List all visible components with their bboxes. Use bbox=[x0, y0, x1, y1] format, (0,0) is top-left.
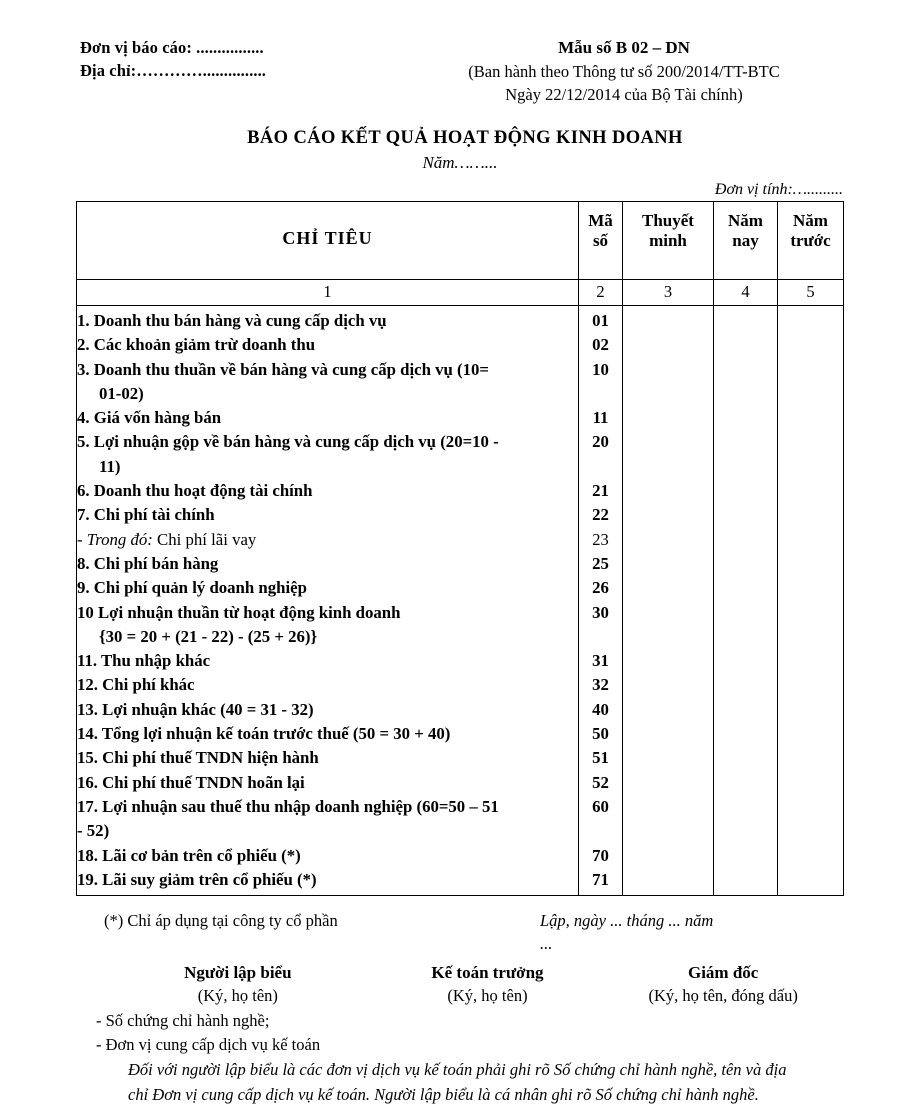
row-previous-year-cell[interactable] bbox=[778, 576, 844, 600]
row-code: 22 bbox=[579, 503, 623, 527]
signature-chief-accountant-sub: (Ký, họ tên) bbox=[447, 986, 528, 1006]
row-indicator-label: 2. Các khoản giảm trừ doanh thu bbox=[77, 333, 579, 357]
row-previous-year-cell[interactable] bbox=[778, 722, 844, 746]
row-current-year-cell[interactable] bbox=[714, 333, 778, 357]
row-label-italic-prefix: - Trong đó: bbox=[77, 529, 153, 549]
table-row bbox=[77, 698, 844, 722]
address-line: Địa chỉ:…………............... bbox=[80, 61, 267, 80]
row-indicator-label: 1. Doanh thu bán hàng và cung cấp dịch vụ bbox=[77, 306, 579, 334]
table-header bbox=[77, 202, 844, 280]
signing-date-line bbox=[506, 909, 843, 955]
table-header-row bbox=[77, 202, 844, 280]
row-previous-year-cell[interactable] bbox=[778, 649, 844, 673]
row-previous-year-cell[interactable] bbox=[778, 430, 844, 479]
row-previous-year-cell[interactable] bbox=[778, 601, 844, 650]
row-indicator-label: 17. Lợi nhuận sau thuế thu nhập doanh nghiệp (60=50 – 51 - 52) bbox=[77, 795, 579, 844]
row-label-continuation: 01-02) bbox=[99, 383, 144, 403]
signature-row bbox=[76, 961, 843, 1007]
row-current-year-cell[interactable] bbox=[714, 601, 778, 650]
row-indicator-label: 4. Giá vốn hàng bán bbox=[77, 406, 579, 430]
signature-preparer bbox=[104, 961, 372, 1007]
row-indicator-label: - Trong đó: Chi phí lãi vay bbox=[77, 528, 579, 552]
row-indicator-label: 19. Lãi suy giảm trên cổ phiếu (*) bbox=[77, 868, 579, 896]
column-header-note-line1: Thuyết bbox=[642, 211, 694, 230]
row-code: 60 bbox=[579, 795, 623, 844]
row-previous-year-cell[interactable] bbox=[778, 868, 844, 896]
row-code: 30 bbox=[579, 601, 623, 650]
row-code: 23 bbox=[579, 528, 623, 552]
row-code: 20 bbox=[579, 430, 623, 479]
row-current-year-cell[interactable] bbox=[714, 503, 778, 527]
row-indicator-label: 6. Doanh thu hoạt động tài chính bbox=[77, 479, 579, 503]
row-previous-year-cell[interactable] bbox=[778, 333, 844, 357]
row-note-cell[interactable] bbox=[623, 552, 714, 576]
column-header-note-line2: minh bbox=[649, 231, 687, 250]
signature-preparer-sub: (Ký, họ tên) bbox=[197, 986, 278, 1006]
footer-note-certificate: - Số chứng chỉ hành nghề; bbox=[96, 1011, 270, 1031]
row-code: 50 bbox=[579, 722, 623, 746]
table-row bbox=[77, 503, 844, 527]
table-row bbox=[77, 306, 844, 334]
column-number-4: 4 bbox=[714, 280, 778, 306]
page-title: BÁO CÁO KẾT QUẢ HOẠT ĐỘNG KINH DOANH bbox=[247, 128, 683, 148]
row-note-cell[interactable] bbox=[623, 503, 714, 527]
row-indicator-label: 12. Chi phí khác bbox=[77, 673, 579, 697]
row-note-cell[interactable] bbox=[623, 333, 714, 357]
column-header-note bbox=[623, 202, 714, 280]
row-current-year-cell[interactable] bbox=[714, 406, 778, 430]
row-indicator-label: 3. Doanh thu thuần về bán hàng và cung cấp dịch vụ (10= 01-02) bbox=[77, 358, 579, 407]
table-row bbox=[77, 528, 844, 552]
row-current-year-cell[interactable] bbox=[714, 746, 778, 770]
table-row bbox=[77, 649, 844, 673]
row-current-year-cell[interactable] bbox=[714, 306, 778, 334]
row-current-year-cell[interactable] bbox=[714, 479, 778, 503]
table-row bbox=[77, 795, 844, 844]
signature-preparer-role: Người lập biểu bbox=[184, 963, 292, 983]
signature-director-sub: (Ký, họ tên, đóng dấu) bbox=[648, 986, 798, 1006]
table-row bbox=[77, 673, 844, 697]
row-indicator-label: 15. Chi phí thuế TNDN hiện hành bbox=[77, 746, 579, 770]
footer-top-row bbox=[76, 909, 843, 955]
table-row bbox=[77, 479, 844, 503]
row-note-cell[interactable] bbox=[623, 576, 714, 600]
row-current-year-cell[interactable] bbox=[714, 649, 778, 673]
table-row bbox=[77, 333, 844, 357]
row-note-cell[interactable] bbox=[623, 358, 714, 407]
column-header-current-year bbox=[714, 202, 778, 280]
row-indicator-label: 18. Lãi cơ bản trên cổ phiếu (*) bbox=[77, 844, 579, 868]
row-note-cell[interactable] bbox=[623, 430, 714, 479]
row-indicator-label: 7. Chi phí tài chính bbox=[77, 503, 579, 527]
row-indicator-label: 8. Chi phí bán hàng bbox=[77, 552, 579, 576]
row-indicator-label: 10 Lợi nhuận thuần từ hoạt động kinh doanh {30 = 20 + (21 - 22) - (25 + 26)} bbox=[77, 601, 579, 650]
signature-chief-accountant-role: Kế toán trưởng bbox=[431, 963, 544, 983]
row-current-year-cell[interactable] bbox=[714, 430, 778, 479]
row-current-year-cell[interactable] bbox=[714, 358, 778, 407]
row-indicator-label: 9. Chi phí quản lý doanh nghiệp bbox=[77, 576, 579, 600]
row-note-cell[interactable] bbox=[623, 479, 714, 503]
row-note-cell[interactable] bbox=[623, 649, 714, 673]
footer-notes bbox=[76, 1009, 843, 1107]
table-row bbox=[77, 868, 844, 896]
currency-unit-label: Đơn vị tính:…......... bbox=[714, 181, 843, 198]
row-code: 10 bbox=[579, 358, 623, 407]
row-note-cell[interactable] bbox=[623, 746, 714, 770]
table-row bbox=[77, 430, 844, 479]
row-code: 21 bbox=[579, 479, 623, 503]
row-code: 02 bbox=[579, 333, 623, 357]
row-code: 25 bbox=[579, 552, 623, 576]
row-previous-year-cell[interactable] bbox=[778, 503, 844, 527]
report-year: Năm……... bbox=[422, 153, 498, 172]
document-header bbox=[0, 0, 900, 106]
row-current-year-cell[interactable] bbox=[714, 673, 778, 697]
column-header-previous-year-line1: Năm bbox=[793, 211, 828, 230]
row-previous-year-cell[interactable] bbox=[778, 698, 844, 722]
row-previous-year-cell[interactable] bbox=[778, 406, 844, 430]
row-note-cell[interactable] bbox=[623, 673, 714, 697]
row-label-continuation: {30 = 20 + (21 - 22) - (25 + 26)} bbox=[99, 626, 318, 646]
row-previous-year-cell[interactable] bbox=[778, 795, 844, 844]
table-row bbox=[77, 746, 844, 770]
table-row bbox=[77, 771, 844, 795]
row-note-cell[interactable] bbox=[623, 771, 714, 795]
table-body bbox=[77, 306, 844, 896]
column-header-indicator: CHỈ TIÊU bbox=[77, 202, 579, 280]
row-code: 32 bbox=[579, 673, 623, 697]
row-previous-year-cell[interactable] bbox=[778, 306, 844, 334]
column-number-2: 2 bbox=[579, 280, 623, 306]
row-code: 01 bbox=[579, 306, 623, 334]
column-number-3: 3 bbox=[623, 280, 714, 306]
column-number-row bbox=[77, 280, 844, 306]
row-note-cell[interactable] bbox=[623, 406, 714, 430]
row-current-year-cell[interactable] bbox=[714, 795, 778, 844]
row-note-cell[interactable] bbox=[623, 528, 714, 552]
row-note-cell[interactable] bbox=[623, 868, 714, 896]
issuance-line-2: Ngày 22/12/2014 của Bộ Tài chính) bbox=[505, 85, 743, 104]
footer-note-service-provider: - Đơn vị cung cấp dịch vụ kế toán bbox=[96, 1035, 321, 1055]
column-header-current-year-line2: nay bbox=[732, 231, 759, 250]
row-note-cell[interactable] bbox=[623, 698, 714, 722]
row-indicator-label: 13. Lợi nhuận khác (40 = 31 - 32) bbox=[77, 698, 579, 722]
row-note-cell[interactable] bbox=[623, 844, 714, 868]
row-current-year-cell[interactable] bbox=[714, 844, 778, 868]
row-label-continuation: - 52) bbox=[77, 821, 110, 841]
table-row bbox=[77, 358, 844, 407]
row-note-cell[interactable] bbox=[623, 722, 714, 746]
row-current-year-cell[interactable] bbox=[714, 722, 778, 746]
row-current-year-cell[interactable] bbox=[714, 868, 778, 896]
column-header-code bbox=[579, 202, 623, 280]
table-column-numbers bbox=[77, 280, 844, 306]
row-note-cell[interactable] bbox=[623, 601, 714, 650]
row-previous-year-cell[interactable] bbox=[778, 673, 844, 697]
row-current-year-cell[interactable] bbox=[714, 698, 778, 722]
row-indicator-label: 14. Tổng lợi nhuận kế toán trước thuế (50 = 30 + 40) bbox=[77, 722, 579, 746]
row-label-continuation: 11) bbox=[99, 456, 121, 476]
column-header-current-year-line1: Năm bbox=[728, 211, 763, 230]
reporting-unit-line: Đơn vị báo cáo: ................ bbox=[80, 38, 264, 57]
row-current-year-cell[interactable] bbox=[714, 528, 778, 552]
row-code: 31 bbox=[579, 649, 623, 673]
row-previous-year-cell[interactable] bbox=[778, 844, 844, 868]
reporting-unit-block bbox=[80, 36, 410, 82]
income-statement-table bbox=[76, 201, 844, 896]
row-indicator-label: 11. Thu nhập khác bbox=[77, 649, 579, 673]
row-previous-year-cell[interactable] bbox=[778, 358, 844, 407]
row-indicator-label: 16. Chi phí thuế TNDN hoãn lại bbox=[77, 771, 579, 795]
row-note-cell[interactable] bbox=[623, 795, 714, 844]
table-row bbox=[77, 552, 844, 576]
row-code: 51 bbox=[579, 746, 623, 770]
column-number-1: 1 bbox=[77, 280, 579, 306]
row-code: 70 bbox=[579, 844, 623, 868]
column-header-code-line1: Mã bbox=[588, 211, 613, 230]
signature-director bbox=[603, 961, 843, 1007]
row-note-cell[interactable] bbox=[623, 306, 714, 334]
row-indicator-label: 5. Lợi nhuận gộp về bán hàng và cung cấp dịch vụ (20=10 - 11) bbox=[77, 430, 579, 479]
row-current-year-cell[interactable] bbox=[714, 576, 778, 600]
table-row bbox=[77, 722, 844, 746]
issuance-line-1: (Ban hành theo Thông tư số 200/2014/TT-BTC bbox=[468, 62, 780, 81]
signature-chief-accountant bbox=[372, 961, 604, 1007]
signing-date-text: Lập, ngày ... tháng ... năm bbox=[540, 911, 714, 931]
footer-explanatory-paragraph: Đối với người lập biểu là các đơn vị dịch vụ kế toán phải ghi rõ Số chứng chỉ hành nghề, tên và địa chỉ Đơn vị cung cấp dịch vụ kế toán. Người lập biểu là cá nhân ghi rõ Số chứng chỉ hành nghề. bbox=[128, 1060, 787, 1105]
row-code: 40 bbox=[579, 698, 623, 722]
row-code: 11 bbox=[579, 406, 623, 430]
row-previous-year-cell[interactable] bbox=[778, 552, 844, 576]
row-current-year-cell[interactable] bbox=[714, 771, 778, 795]
row-code: 26 bbox=[579, 576, 623, 600]
column-number-5: 5 bbox=[778, 280, 844, 306]
table-row bbox=[77, 601, 844, 650]
table-row bbox=[77, 576, 844, 600]
signing-date-dots: ... bbox=[540, 934, 553, 954]
row-previous-year-cell[interactable] bbox=[778, 771, 844, 795]
signature-director-role: Giám đốc bbox=[687, 963, 759, 983]
row-code: 71 bbox=[579, 868, 623, 896]
table-row bbox=[77, 406, 844, 430]
row-code: 52 bbox=[579, 771, 623, 795]
row-previous-year-cell[interactable] bbox=[778, 479, 844, 503]
column-header-previous-year bbox=[778, 202, 844, 280]
document-footer bbox=[0, 909, 900, 1107]
column-header-previous-year-line2: trước bbox=[790, 231, 831, 250]
table-row bbox=[77, 844, 844, 868]
report-table-wrapper bbox=[0, 201, 900, 896]
form-code: Mẫu số B 02 – DN bbox=[558, 38, 690, 57]
row-previous-year-cell[interactable] bbox=[778, 746, 844, 770]
row-current-year-cell[interactable] bbox=[714, 552, 778, 576]
column-header-code-line2: số bbox=[592, 231, 609, 250]
form-reference-block bbox=[410, 36, 844, 106]
row-previous-year-cell[interactable] bbox=[778, 528, 844, 552]
asterisk-note: (*) Chỉ áp dụng tại công ty cổ phần bbox=[104, 911, 338, 931]
